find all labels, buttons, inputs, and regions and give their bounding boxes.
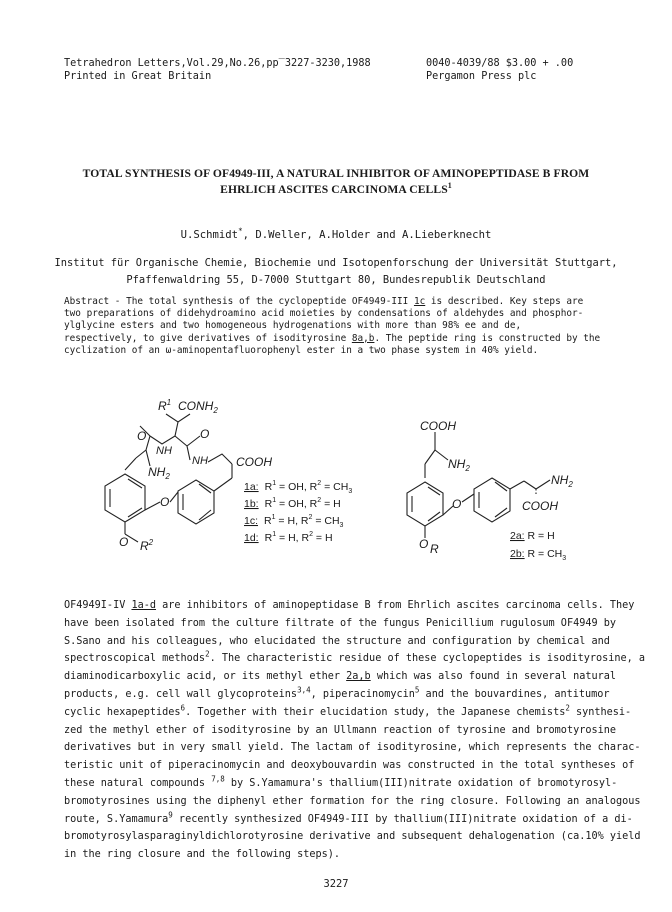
body-paragraph: [64, 597, 646, 864]
label-cooh-bottom: COOH: [522, 499, 558, 513]
label-nh2: NH: [192, 455, 208, 467]
institution: [0, 255, 672, 289]
body-line-13: route, S.Yamamura$^9$ recently synthesized OF4949-III by thallium(III)nitrate oxidation of a di-: [64, 810, 633, 825]
institution-line-1: Institut für Organische Chemie, Biochemie und Isotopenforschung der Universität Stuttgart,: [54, 257, 618, 269]
title-line-1: TOTAL SYNTHESIS OF OF4949-III, A NATURAL INHIBITOR OF AMINOPEPTIDASE B FROM: [82, 167, 590, 180]
body-line-1: OF4949I-IV 1a-d are inhibitors of aminopeptidase B from Ehrlich ascites carcinoma cells. They: [64, 600, 635, 611]
paper-title: [0, 166, 672, 198]
body-line-3: S.Sano and his colleagues, who elucidated the structure and configuration by chemical and: [64, 635, 610, 647]
body-line-7: cyclic hexapeptides$^6$. Together with their elucidation study, the Japanese chemists$^2$ synthesi-: [64, 703, 632, 718]
compound-legend-left: 1d: $R^1 = H$, $R^2 = H$: [244, 531, 333, 544]
label-nh2-right: $NH_2$: [551, 473, 573, 489]
abstract-line: cyclization of an ω-aminopentafluorophenyl ester in a two phase system in 40% yield.: [64, 344, 539, 356]
compound-legend-left: 1a: $R^1$ = OH, $R^2 = CH_3$: [244, 480, 353, 495]
body-line-4: spectroscopical methods$^2$. The characteristic residue of these cyclopeptides is isodityrosine, a: [64, 650, 646, 665]
label-nh1: NH: [156, 445, 172, 457]
body-line-14: bromotyrosylasparaginyldichlorotyrosine derivative and subsequent dehalogenation (ca.10% yield: [64, 831, 641, 843]
abstract-line: two preparations of didehydroamino acid moieties by condensations of aldehydes and phosphor-: [64, 308, 584, 320]
compound-legend-right: 2a: R = H: [510, 530, 555, 542]
label-o1: O: [137, 429, 147, 443]
compound-legend-right: 2b: $R = CH_3$: [510, 548, 567, 562]
body-line-6: products, e.g. cell wall glycoproteins$^{3,4}$, piperacinomycin$^5$ and the bouvardines, antitumor: [64, 685, 610, 700]
label-nh2-amine: $NH_2$: [148, 465, 170, 481]
page-number: 3227: [323, 878, 349, 890]
body-line-5: diaminodicarboxylic acid, or its methyl ether 2a,b which was also found in several natural: [64, 671, 617, 683]
body-line-12: bromotyrosines using the diphenyl ether formation for the ring closure. Following an analogous: [64, 795, 641, 807]
label-cooh-top: COOH: [420, 419, 456, 433]
printed-in: Printed in Great Britain: [64, 71, 212, 82]
compound-legend-left: 1b: $R^1$ = OH, $R^2 = H$: [244, 497, 341, 510]
label-r: R: [430, 542, 439, 556]
label-nh2-top: $NH_2$: [448, 457, 470, 473]
label-o2: O: [200, 427, 210, 441]
label-ome-o: O: [119, 535, 129, 549]
abstract-line: ylglycine esters and two homogeneous hydrogenations with more than 98% ee and de,: [64, 320, 522, 332]
body-line-10: teristic unit of piperacinomycin and deoxybouvardin was constructed in the total syntheses of: [64, 760, 635, 772]
compound-legend-left: 1c: $R^1 = H$, $R^2 = CH_3$: [244, 514, 344, 529]
label-o-r: O: [419, 537, 429, 551]
publisher: Pergamon Press plc: [426, 71, 537, 82]
body-line-15: in the ring closure and the following steps).: [64, 849, 341, 861]
journal-citation: Tetrahedron Letters,Vol.29,No.26,pp‾3227-3230,1988: [64, 58, 371, 69]
body-line-8: zed the methyl ether of isodityrosine by an Ullmann reaction of tyrosine and bromotyrosine: [64, 724, 617, 736]
issn-price: 0040-4039/88 $3.00 + .00: [426, 58, 574, 69]
title-footnote-ref: 1: [447, 181, 452, 191]
label-r1: $R^1$: [158, 398, 172, 413]
label-cooh-left: COOH: [236, 455, 272, 469]
authors: U.Schmidt*, D.Weller, A.Holder and A.Lieberknecht: [180, 226, 492, 241]
label-ring-o: O: [160, 495, 170, 509]
chemical-structures: [0, 394, 672, 584]
label-o-bridge: O: [452, 497, 462, 511]
body-line-9: derivatives but in very small yield. The lactam of isodityrosine, which represents the charac-: [64, 742, 641, 754]
label-conh2: $CONH_2$: [178, 399, 218, 415]
abstract: [64, 296, 616, 357]
body-line-2: have been isolated from the culture filtrate of the fungus Penicillium rugulosum OF4949 by: [64, 617, 617, 629]
body-line-11: these natural compounds $^{7,8}$ by S.Yamamura's thallium(III)nitrate oxidation of bromotyrosyl-: [64, 774, 618, 789]
institution-line-2: Pfaffenwaldring 55, D-7000 Stuttgart 80, Bundesrepublik Deutschland: [126, 274, 546, 286]
label-r2: $R^2$: [140, 538, 154, 553]
title-line-2: EHRLICH ASCITES CARCINOMA CELLS$^1$: [220, 181, 452, 196]
abstract-line: Abstract - The total synthesis of the cyclopeptide OF4949-III 1c is described. Key steps are: [64, 296, 584, 307]
abstract-line: respectively, to give derivatives of isodityrosine 8a,b. The peptide ring is constructed by the: [64, 332, 601, 344]
